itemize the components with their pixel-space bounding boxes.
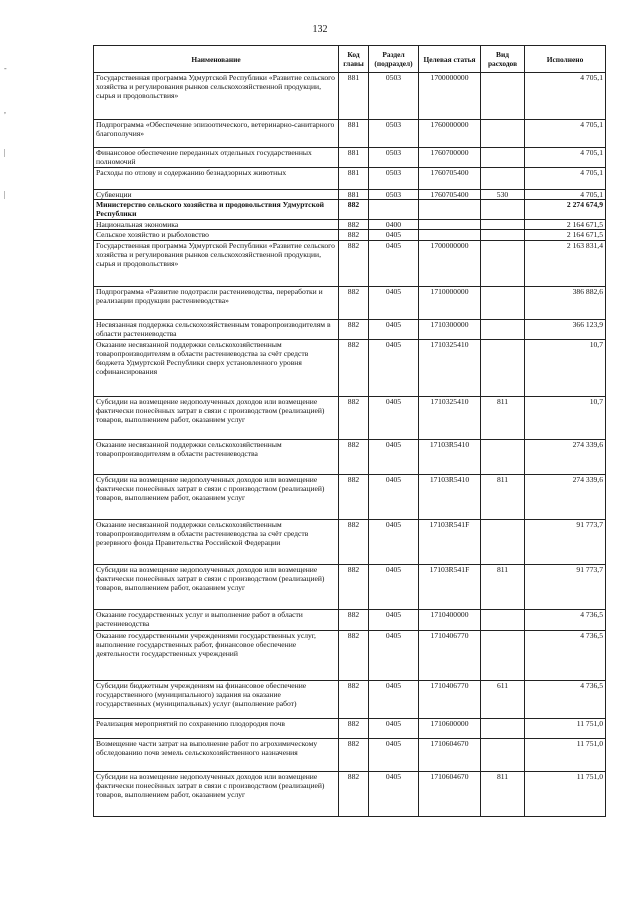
cell-section: 0405	[369, 439, 419, 474]
cell-type	[481, 73, 525, 120]
cell-type	[481, 439, 525, 474]
cell-amount: 10,7	[525, 339, 606, 396]
cell-amount: 2 164 671,5	[525, 220, 606, 230]
cell-target: 1700000000	[419, 73, 481, 120]
cell-name: Подпрограмма «Обеспечение эпизоотического, ветеринарно-санитарного благополучия»	[94, 120, 339, 148]
cell-amount: 4 705,1	[525, 120, 606, 148]
cell-section: 0405	[369, 609, 419, 630]
cell-code: 882	[339, 519, 369, 564]
cell-code: 882	[339, 738, 369, 771]
table-row	[94, 339, 606, 396]
cell-type: 811	[481, 564, 525, 609]
table-row	[94, 200, 606, 220]
cell-section: 0405	[369, 630, 419, 680]
cell-target: 1760000000	[419, 120, 481, 148]
cell-target	[419, 230, 481, 240]
cell-name: Несвязанная поддержка сельскохозяйственным товаропроизводителям в области растениеводства	[94, 319, 339, 339]
table-row	[94, 738, 606, 771]
cell-target: 1760705400	[419, 190, 481, 200]
cell-type	[481, 286, 525, 319]
cell-type: 530	[481, 190, 525, 200]
table-row	[94, 240, 606, 286]
cell-section: 0405	[369, 771, 419, 816]
cell-name: Национальная экономика	[94, 220, 339, 230]
cell-name: Расходы по отлову и содержанию безнадзорных животных	[94, 168, 339, 190]
cell-code: 881	[339, 73, 369, 120]
cell-code: 881	[339, 148, 369, 168]
cell-section: 0405	[369, 396, 419, 439]
cell-amount: 4 736,5	[525, 680, 606, 718]
cell-code: 882	[339, 718, 369, 738]
cell-section	[369, 200, 419, 220]
header-section: Раздел (подраздел)	[369, 46, 419, 73]
table-row	[94, 220, 606, 230]
table-row	[94, 286, 606, 319]
cell-type: 811	[481, 396, 525, 439]
cell-target: 1710600000	[419, 718, 481, 738]
cell-section: 0405	[369, 286, 419, 319]
cell-name: Субсидии на возмещение недополученных доходов или возмещение фактически понесённых затрат в связи с производством (реализацией) товаров, выполнением работ, оказанием услуг	[94, 771, 339, 816]
cell-code: 882	[339, 474, 369, 519]
cell-name: Министерство сельского хозяйства и продовольствия Удмуртской Республики	[94, 200, 339, 220]
cell-target: 1710000000	[419, 286, 481, 319]
cell-section: 0503	[369, 120, 419, 148]
cell-code: 882	[339, 396, 369, 439]
cell-type	[481, 738, 525, 771]
table-row	[94, 120, 606, 148]
table-row	[94, 230, 606, 240]
header-amount: Исполнено	[525, 46, 606, 73]
cell-target: 1710300000	[419, 319, 481, 339]
cell-section: 0503	[369, 168, 419, 190]
cell-target: 1710604670	[419, 771, 481, 816]
cell-name: Субсидии на возмещение недополученных доходов или возмещение фактически понесённых затрат в связи с производством (реализацией) товаров, выполнением работ, оказанием услуг	[94, 564, 339, 609]
cell-amount: 2 164 671,5	[525, 230, 606, 240]
cell-name: Оказание несвязанной поддержки сельскохозяйственным товаропроизводителям в области растениеводства за счёт средств бюджета Удмуртской Республики сверх установленного уровня софинансирования	[94, 339, 339, 396]
cell-amount: 4 705,1	[525, 148, 606, 168]
table-row	[94, 718, 606, 738]
cell-name: Государственная программа Удмуртской Республики «Развитие сельского хозяйства и регулирования рынков сельскохозяйственной продукции, сырья и продовольствия»	[94, 240, 339, 286]
cell-type	[481, 339, 525, 396]
table-row	[94, 680, 606, 718]
table-row	[94, 319, 606, 339]
cell-amount: 10,7	[525, 396, 606, 439]
cell-amount: 274 339,6	[525, 439, 606, 474]
margin-marks: - , | |	[4, 64, 7, 199]
cell-code: 882	[339, 200, 369, 220]
header-name: Наименование	[94, 46, 339, 73]
cell-type	[481, 230, 525, 240]
cell-type	[481, 519, 525, 564]
cell-target	[419, 220, 481, 230]
table-body	[94, 73, 606, 817]
cell-section: 0405	[369, 519, 419, 564]
cell-section: 0503	[369, 190, 419, 200]
cell-name: Реализация мероприятий по сохранению плодородия почв	[94, 718, 339, 738]
cell-name: Возмещение части затрат на выполнение работ по агрохимическому обследованию почв земель сельскохозяйственного назначения	[94, 738, 339, 771]
cell-name: Сельское хозяйство и рыболовство	[94, 230, 339, 240]
table-row	[94, 148, 606, 168]
cell-amount: 4 705,1	[525, 73, 606, 120]
cell-target: 17103R541F	[419, 519, 481, 564]
cell-code: 882	[339, 609, 369, 630]
page-number: 132	[312, 24, 328, 35]
cell-target: 17103R541F	[419, 564, 481, 609]
cell-section: 0405	[369, 339, 419, 396]
cell-name: Оказание государственных услуг и выполнение работ в области растениеводства	[94, 609, 339, 630]
cell-section: 0405	[369, 738, 419, 771]
cell-name: Оказание несвязанной поддержки сельскохозяйственным товаропроизводителям в области растениеводства за счёт средств резервного фонда Правительства Российской Федерации	[94, 519, 339, 564]
cell-target: 1710406770	[419, 680, 481, 718]
cell-name: Государственная программа Удмуртской Республики «Развитие сельского хозяйства и регулирования рынков сельскохозяйственной продукции, сырья и продовольствия»	[94, 73, 339, 120]
table-row	[94, 474, 606, 519]
cell-amount: 386 882,6	[525, 286, 606, 319]
cell-section: 0503	[369, 73, 419, 120]
cell-section: 0503	[369, 148, 419, 168]
cell-code: 882	[339, 339, 369, 396]
table-row	[94, 771, 606, 816]
table-row	[94, 190, 606, 200]
cell-amount: 4 736,5	[525, 630, 606, 680]
cell-amount: 4 736,5	[525, 609, 606, 630]
cell-amount: 11 751,0	[525, 771, 606, 816]
cell-amount: 91 773,7	[525, 564, 606, 609]
cell-target: 1710325410	[419, 396, 481, 439]
budget-table	[93, 45, 606, 817]
cell-code: 882	[339, 319, 369, 339]
cell-type	[481, 240, 525, 286]
cell-amount: 11 751,0	[525, 718, 606, 738]
cell-code: 881	[339, 168, 369, 190]
table-row	[94, 564, 606, 609]
cell-target: 1760705400	[419, 168, 481, 190]
cell-amount: 2 163 831,4	[525, 240, 606, 286]
cell-type	[481, 148, 525, 168]
table-header-row	[94, 46, 606, 73]
cell-type	[481, 609, 525, 630]
cell-amount: 2 274 674,9	[525, 200, 606, 220]
cell-amount: 366 123,9	[525, 319, 606, 339]
cell-name: Оказание несвязанной поддержки сельскохозяйственным товаропроизводителям в области растениеводства	[94, 439, 339, 474]
cell-name: Субсидии на возмещение недополученных доходов или возмещение фактически понесённых затрат в связи с производством (реализацией) товаров, выполнением работ, оказанием услуг	[94, 474, 339, 519]
cell-code: 882	[339, 630, 369, 680]
cell-type: 811	[481, 771, 525, 816]
cell-code: 882	[339, 439, 369, 474]
cell-amount: 4 705,1	[525, 190, 606, 200]
cell-code: 882	[339, 286, 369, 319]
cell-code: 882	[339, 240, 369, 286]
cell-type: 811	[481, 474, 525, 519]
cell-section: 0405	[369, 564, 419, 609]
cell-code: 882	[339, 680, 369, 718]
cell-target: 1700000000	[419, 240, 481, 286]
table-row	[94, 439, 606, 474]
cell-code: 881	[339, 190, 369, 200]
cell-target: 1710325410	[419, 339, 481, 396]
table-row	[94, 73, 606, 120]
cell-target: 17103R5410	[419, 474, 481, 519]
cell-section: 0405	[369, 718, 419, 738]
cell-type	[481, 120, 525, 148]
cell-section: 0405	[369, 474, 419, 519]
cell-name: Субсидии на возмещение недополученных доходов или возмещение фактически понесённых затрат в связи с производством (реализацией) товаров, выполнением работ, оказанием услуг	[94, 396, 339, 439]
cell-type	[481, 718, 525, 738]
cell-section: 0400	[369, 220, 419, 230]
table-row	[94, 396, 606, 439]
cell-section: 0405	[369, 319, 419, 339]
table-row	[94, 168, 606, 190]
cell-code: 882	[339, 220, 369, 230]
cell-target: 1710604670	[419, 738, 481, 771]
header-target: Целевая статья	[419, 46, 481, 73]
header-type: Вид расходов	[481, 46, 525, 73]
cell-target: 17103R5410	[419, 439, 481, 474]
cell-section: 0405	[369, 240, 419, 286]
cell-amount: 274 339,6	[525, 474, 606, 519]
cell-type	[481, 630, 525, 680]
cell-type	[481, 220, 525, 230]
cell-name: Субсидии бюджетным учреждениям на финансовое обеспечение государственного (муниципального) задания на оказание государственных (муниципальных) услуг (выполнение работ)	[94, 680, 339, 718]
cell-target	[419, 200, 481, 220]
cell-type: 611	[481, 680, 525, 718]
cell-section: 0405	[369, 680, 419, 718]
cell-code: 882	[339, 564, 369, 609]
table-row	[94, 519, 606, 564]
cell-section: 0405	[369, 230, 419, 240]
cell-target: 1710406770	[419, 630, 481, 680]
cell-code: 882	[339, 230, 369, 240]
table-row	[94, 630, 606, 680]
header-code: Код главы	[339, 46, 369, 73]
table-row	[94, 609, 606, 630]
cell-amount: 4 705,1	[525, 168, 606, 190]
cell-name: Субвенции	[94, 190, 339, 200]
cell-type	[481, 200, 525, 220]
cell-name: Финансовое обеспечение переданных отдельных государственных полномочий	[94, 148, 339, 168]
cell-amount: 91 773,7	[525, 519, 606, 564]
cell-name: Подпрограмма «Развитие подотрасли растениеводства, переработки и реализации продукции растениеводства»	[94, 286, 339, 319]
cell-name: Оказание государственными учреждениями государственных услуг, выполнение государственных работ, финансовое обеспечение деятельности государственных учреждений	[94, 630, 339, 680]
cell-type	[481, 319, 525, 339]
cell-code: 882	[339, 771, 369, 816]
cell-amount: 11 751,0	[525, 738, 606, 771]
cell-code: 881	[339, 120, 369, 148]
cell-type	[481, 168, 525, 190]
cell-target: 1760700000	[419, 148, 481, 168]
cell-target: 1710400000	[419, 609, 481, 630]
